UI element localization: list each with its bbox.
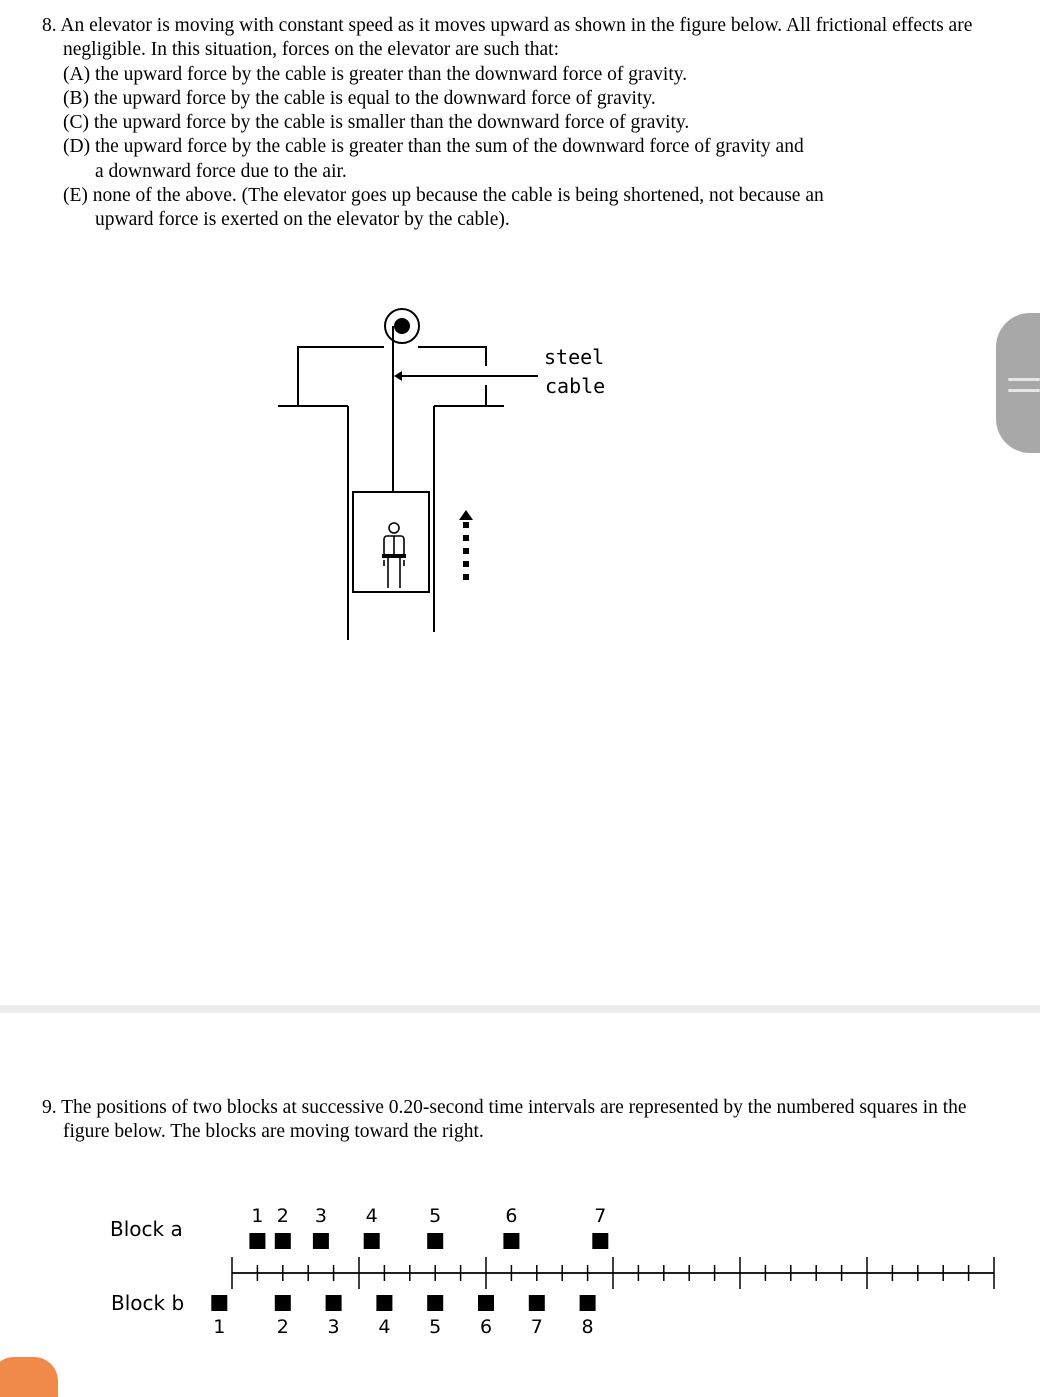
block-a-number: 5: [429, 1205, 442, 1227]
machine-room-outline: [298, 347, 384, 406]
elevator-car: [353, 492, 429, 592]
block-a-number: 6: [505, 1205, 518, 1227]
block-b-number: 8: [581, 1316, 594, 1338]
question-8-option-c: (C) the upward force by the cable is smaller than the downward force of gravity.: [63, 112, 690, 134]
block-b-number: 5: [429, 1316, 442, 1338]
block-b-positions: [211, 1295, 595, 1338]
blocks-figure: [100, 1195, 1010, 1345]
block-a-number: 1: [251, 1205, 264, 1227]
block-a-positions: [249, 1205, 608, 1249]
block-a-number: 4: [365, 1205, 378, 1227]
block-a-square: [313, 1233, 329, 1249]
block-a-square: [592, 1233, 608, 1249]
block-b-square: [211, 1295, 227, 1311]
question-9: [42, 1096, 982, 1145]
block-b-square: [326, 1295, 342, 1311]
block-a-square: [427, 1233, 443, 1249]
question-8-option-a: (A) the upward force by the cable is greater than the downward force of gravity.: [63, 63, 688, 85]
upward-motion-arrow-icon: [459, 510, 473, 580]
block-a-square: [249, 1233, 265, 1249]
block-b-square: [427, 1295, 443, 1311]
block-a-number: 7: [594, 1205, 607, 1227]
block-b-number: 4: [378, 1316, 391, 1338]
question-8: [42, 14, 982, 233]
page-divider: [0, 1005, 1040, 1013]
label-steel: steel: [544, 345, 605, 369]
bottom-tab-button[interactable]: [0, 1357, 58, 1397]
elevator-figure: [260, 300, 660, 650]
question-8-option-b: (B) the upward force by the cable is equal to the downward force of gravity.: [63, 87, 656, 109]
position-axis: [232, 1257, 994, 1289]
block-b-square: [580, 1295, 596, 1311]
label-cable: cable: [545, 374, 606, 398]
block-a-number: 3: [314, 1205, 327, 1227]
question-9-stem: 9. The positions of two blocks at successive 0.20-second time intervals are represented by the numbered squares in the figure below. The blocks are moving toward the right.: [42, 1097, 967, 1143]
block-b-number: 3: [327, 1316, 340, 1338]
block-b-number: 2: [276, 1316, 289, 1338]
side-panel-handle[interactable]: [996, 313, 1040, 453]
block-b-number: 7: [530, 1316, 543, 1338]
block-b-number: 6: [479, 1316, 493, 1338]
handle-grip-top: [1008, 378, 1040, 381]
question-8-option-e: (E) none of the above. (The elevator goes up because the cable is being shortened, not because an upward force is exerted on the elevator by the cable).: [63, 185, 824, 231]
question-8-option-d: (D) the upward force by the cable is greater than the sum of the downward force of gravity and a downward force due to the air.: [63, 136, 804, 182]
block-b-square: [275, 1295, 291, 1311]
question-8-stem: 8. An elevator is moving with constant speed as it moves upward as shown in the figure below. All frictional effects are negligible. In this situation, forces on the elevator are such that:: [42, 15, 973, 61]
block-b-number: 1: [213, 1316, 226, 1338]
label-block-b: Block b: [111, 1291, 185, 1315]
label-block-a: Block a: [110, 1217, 183, 1241]
block-a-square: [275, 1233, 291, 1249]
block-b-square: [478, 1295, 494, 1311]
handle-grip-bottom: [1008, 389, 1040, 392]
block-a-square: [503, 1233, 519, 1249]
block-a-square: [364, 1233, 380, 1249]
block-b-square: [529, 1295, 545, 1311]
block-b-square: [376, 1295, 392, 1311]
block-a-number: 2: [276, 1205, 289, 1227]
